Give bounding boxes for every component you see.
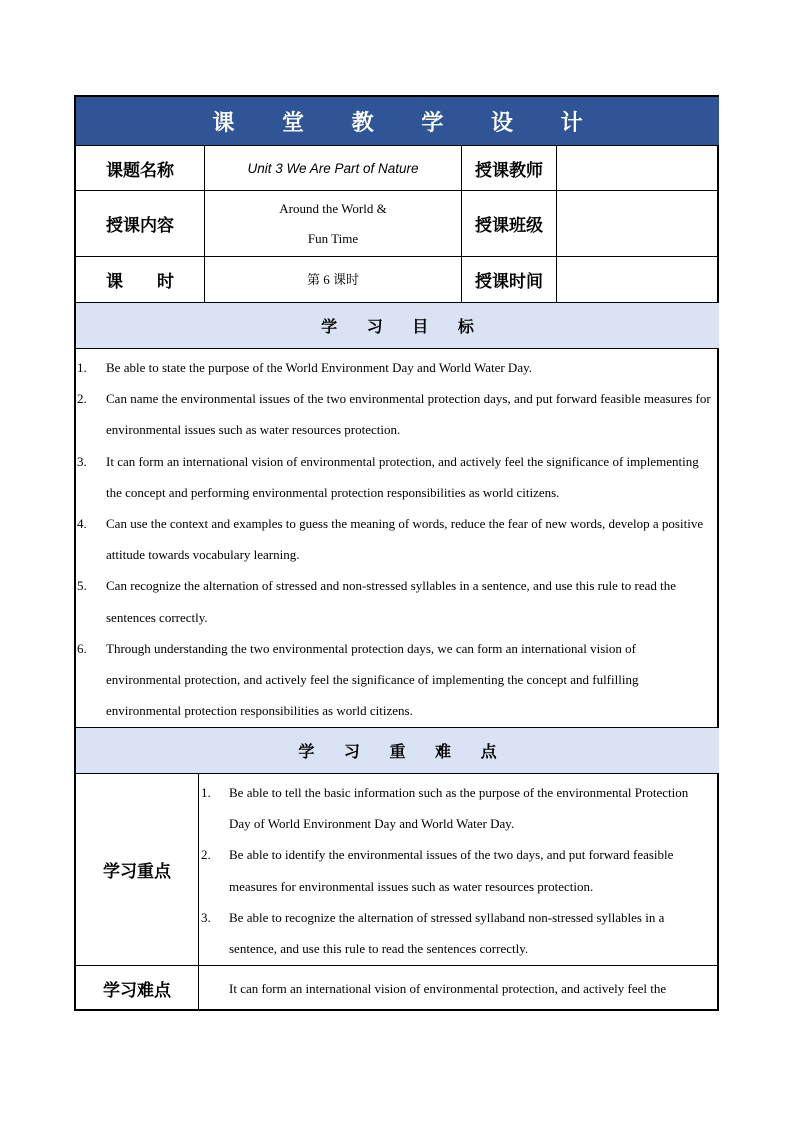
- key-points-row: [76, 773, 719, 965]
- time-label: 授课时间: [475, 272, 543, 292]
- content-row: [76, 190, 719, 256]
- lesson-plan-table: [74, 95, 719, 1011]
- content-value-cell: [204, 191, 461, 256]
- objective-text: Can use the context and examples to guess the meaning of words, reduce the fear of new words, develop a positive attitude towards vocabulary learning.: [106, 516, 704, 563]
- key-point-number: 2.: [201, 847, 211, 863]
- objective-text: It can form an international vision of environmental protection, and actively feel the significance of implementing the concept and performing environmental protection responsibilities as world citizens.: [106, 453, 699, 500]
- objective-number: 6.: [77, 640, 87, 656]
- key-points-label-cell: [76, 774, 198, 965]
- objective-number: 1.: [77, 360, 87, 375]
- key-points-list: [199, 774, 719, 964]
- objective-number: 2.: [77, 391, 87, 407]
- objective-item: [76, 633, 719, 727]
- content-value-line1: Around the World &: [279, 200, 387, 216]
- content-value-line2: Fun Time: [307, 230, 359, 246]
- objectives-heading: 学 习 目 标: [76, 302, 719, 348]
- period-row: [76, 256, 719, 302]
- objective-text: Be able to state the purpose of the World Environment Day and World Water Day.: [106, 360, 532, 375]
- key-point-text: Be able to tell the basic information such as the purpose of the environmental Protection Day of World Environment Day and World Water Day.: [229, 785, 689, 832]
- difficult-points-row: [76, 965, 719, 1011]
- key-point-number: 1.: [201, 785, 211, 800]
- difficult-points-label: 学习难点: [103, 981, 171, 1001]
- difficult-points-content: [198, 966, 719, 1011]
- objective-item: [76, 446, 719, 508]
- content-label: 授课内容: [106, 216, 174, 236]
- objective-item: [76, 352, 719, 383]
- period-value: 第 6 课时: [306, 271, 359, 287]
- teacher-label: 授课教师: [475, 160, 543, 181]
- key-point-item: [199, 902, 719, 964]
- content-label-cell: [76, 191, 204, 256]
- topic-row: [76, 145, 719, 190]
- topic-label: 课题名称: [106, 160, 174, 181]
- class-label: 授课班级: [475, 216, 543, 236]
- key-points-content: [198, 774, 719, 965]
- period-label-cell: [76, 257, 204, 302]
- key-point-text: Be able to recognize the alternation of stressed syllaband non-stressed syllables in a sentence, and use this rule to read the sentences correctly.: [229, 909, 665, 957]
- objective-number: 5.: [77, 578, 87, 594]
- teacher-label-cell: [461, 146, 556, 190]
- class-label-cell: [461, 191, 556, 256]
- time-value-cell: [556, 257, 719, 302]
- topic-value-cell: [204, 146, 461, 190]
- difficult-points-text: It can form an international vision of environmental protection, and actively feel the: [229, 981, 667, 996]
- time-label-cell: [461, 257, 556, 302]
- objective-item: [76, 508, 719, 570]
- objective-text: Through understanding the two environmental protection days, we can form an international vision of environmental protection, and actively feel the significance of implementing the concept and fulfilling environmental protection responsibilities as world citizens.: [106, 640, 639, 719]
- objectives-section: [76, 348, 719, 727]
- keypoints-heading: 学 习 重 难 点: [76, 727, 719, 773]
- document-title: 课 堂 教 学 设 计: [76, 97, 719, 145]
- objective-text: Can recognize the alternation of stressed and non-stressed syllables in a sentence, and use this rule to read the sentences correctly.: [106, 578, 677, 625]
- difficult-points-label-cell: [76, 966, 198, 1011]
- objective-number: 4.: [77, 516, 87, 532]
- objectives-list: [76, 349, 719, 726]
- objective-item: [76, 570, 719, 632]
- topic-value: Unit 3 We Are Part of Nature: [247, 160, 419, 176]
- class-value-cell: [556, 191, 719, 256]
- topic-label-cell: [76, 146, 204, 190]
- teacher-value-cell: [556, 146, 719, 190]
- key-point-number: 3.: [201, 909, 211, 925]
- objective-number: 3.: [77, 453, 87, 469]
- key-point-item: [199, 777, 719, 839]
- period-label: 课 时: [106, 272, 174, 292]
- key-point-text: Be able to identify the environmental issues of the two days, and put forward feasible measures for environmental issues such as water resources protection.: [229, 847, 674, 894]
- objective-item: [76, 383, 719, 445]
- period-value-cell: [204, 257, 461, 302]
- objective-text: Can name the environmental issues of the two environmental protection days, and put forward feasible measures for environmental issues such as water resources protection.: [106, 391, 711, 438]
- key-points-label: 学习重点: [103, 862, 171, 882]
- key-point-item: [199, 839, 719, 901]
